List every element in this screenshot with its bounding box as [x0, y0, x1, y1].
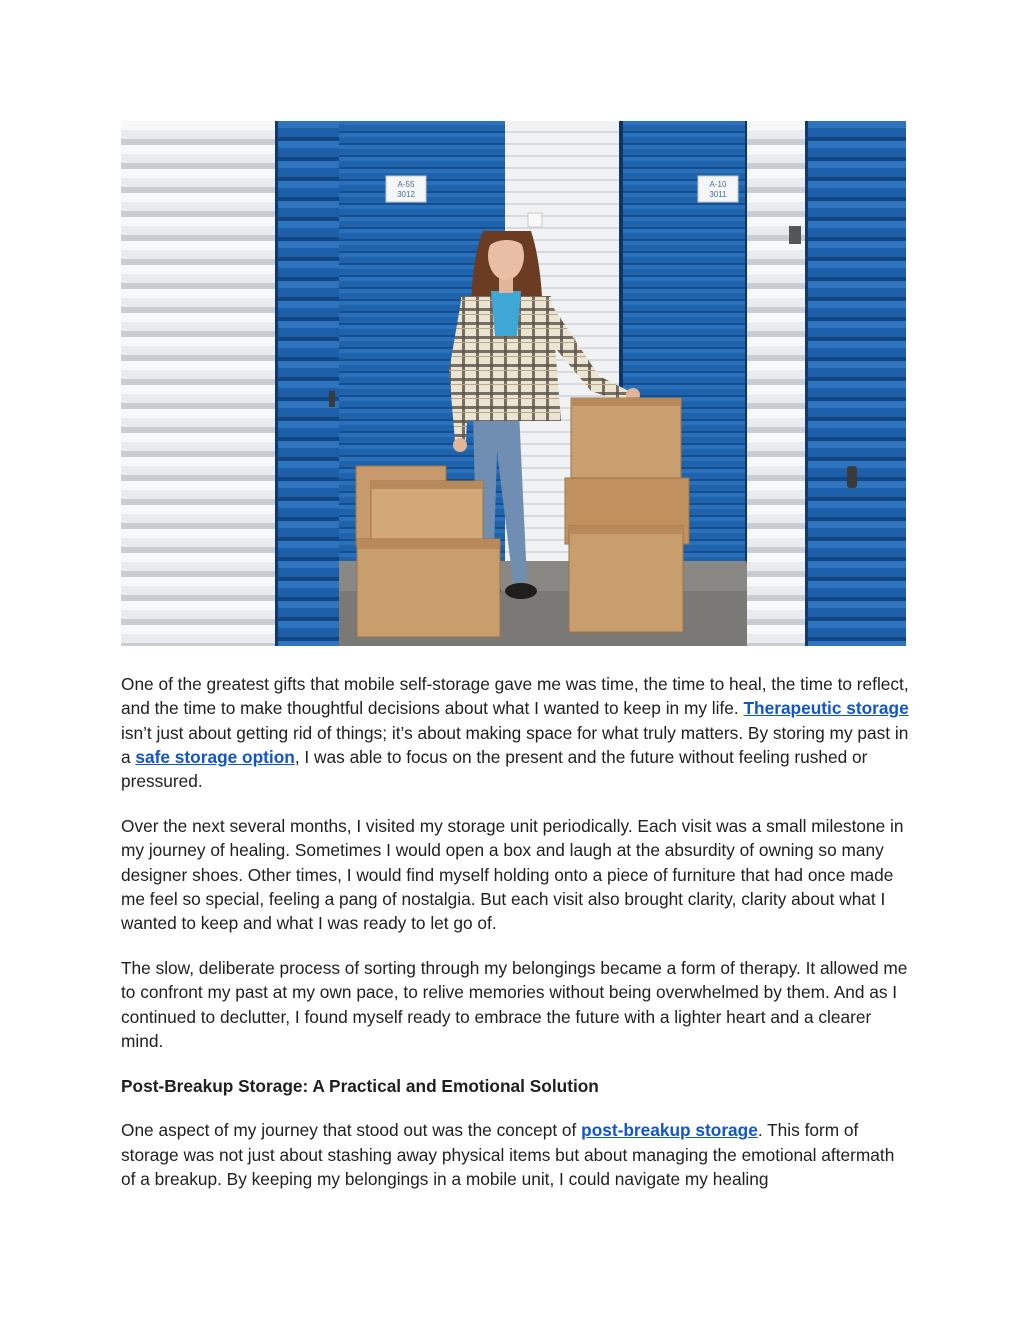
safe-storage-option-link[interactable]: safe storage option: [135, 746, 295, 767]
post-breakup-storage-link[interactable]: post-breakup storage: [581, 1120, 758, 1141]
paragraph-2: Over the next several months, I visited my storage unit periodically. Each visit was a small milestone in my journey of healing. Sometimes I would open a box and laugh at the absurdity of owning so many designer shoes. Other times, I would find myself holding onto a piece of furniture that had once made me feel so special, feeling a pang of nostalgia. But each visit also brought clarity, clarity about what I wanted to keep and what I was ready to let go of.: [121, 815, 904, 934]
article-body: [121, 672, 911, 1212]
left-door-label-line2: 3012: [397, 190, 415, 199]
left-door-label-line1: A-55: [397, 180, 415, 189]
right-door-label-line2: 3011: [709, 190, 727, 199]
storage-unit-photo: [121, 121, 906, 646]
therapeutic-storage-link[interactable]: Therapeutic storage: [743, 698, 909, 719]
paragraph-4: One aspect of my journey that stood out was the concept of post-breakup storage. This form of storage was not just about stashing away physical items but about managing the emotional aftermath of a breakup. By keeping my belongings in a mobile unit, I could navigate my healing: [121, 1120, 895, 1190]
paragraph-1: One of the greatest gifts that mobile self-storage gave me was time, the time to heal, the time to reflect, and the time to make thoughtful decisions about what I wanted to keep in my life. Therapeutic storage isn’t just about getting rid of things; it’s about making space for what truly matters. By storing my past in a safe storage option, I was able to focus on the present and the future without feeling rushed or pressured.: [121, 674, 909, 792]
paragraph-3: The slow, deliberate process of sorting through my belongings became a form of therapy. It allowed me to confront my past at my own pace, to relive memories without being overwhelmed by them. And as I continued to declutter, I found myself ready to embrace the future with a lighter heart and a clearer mind.: [121, 957, 908, 1051]
left-door-label: [386, 176, 426, 202]
right-door-label-line1: A-10: [709, 180, 727, 189]
right-door-label: [698, 176, 738, 202]
section-heading: Post-Breakup Storage: A Practical and Emotional Solution: [121, 1075, 599, 1096]
